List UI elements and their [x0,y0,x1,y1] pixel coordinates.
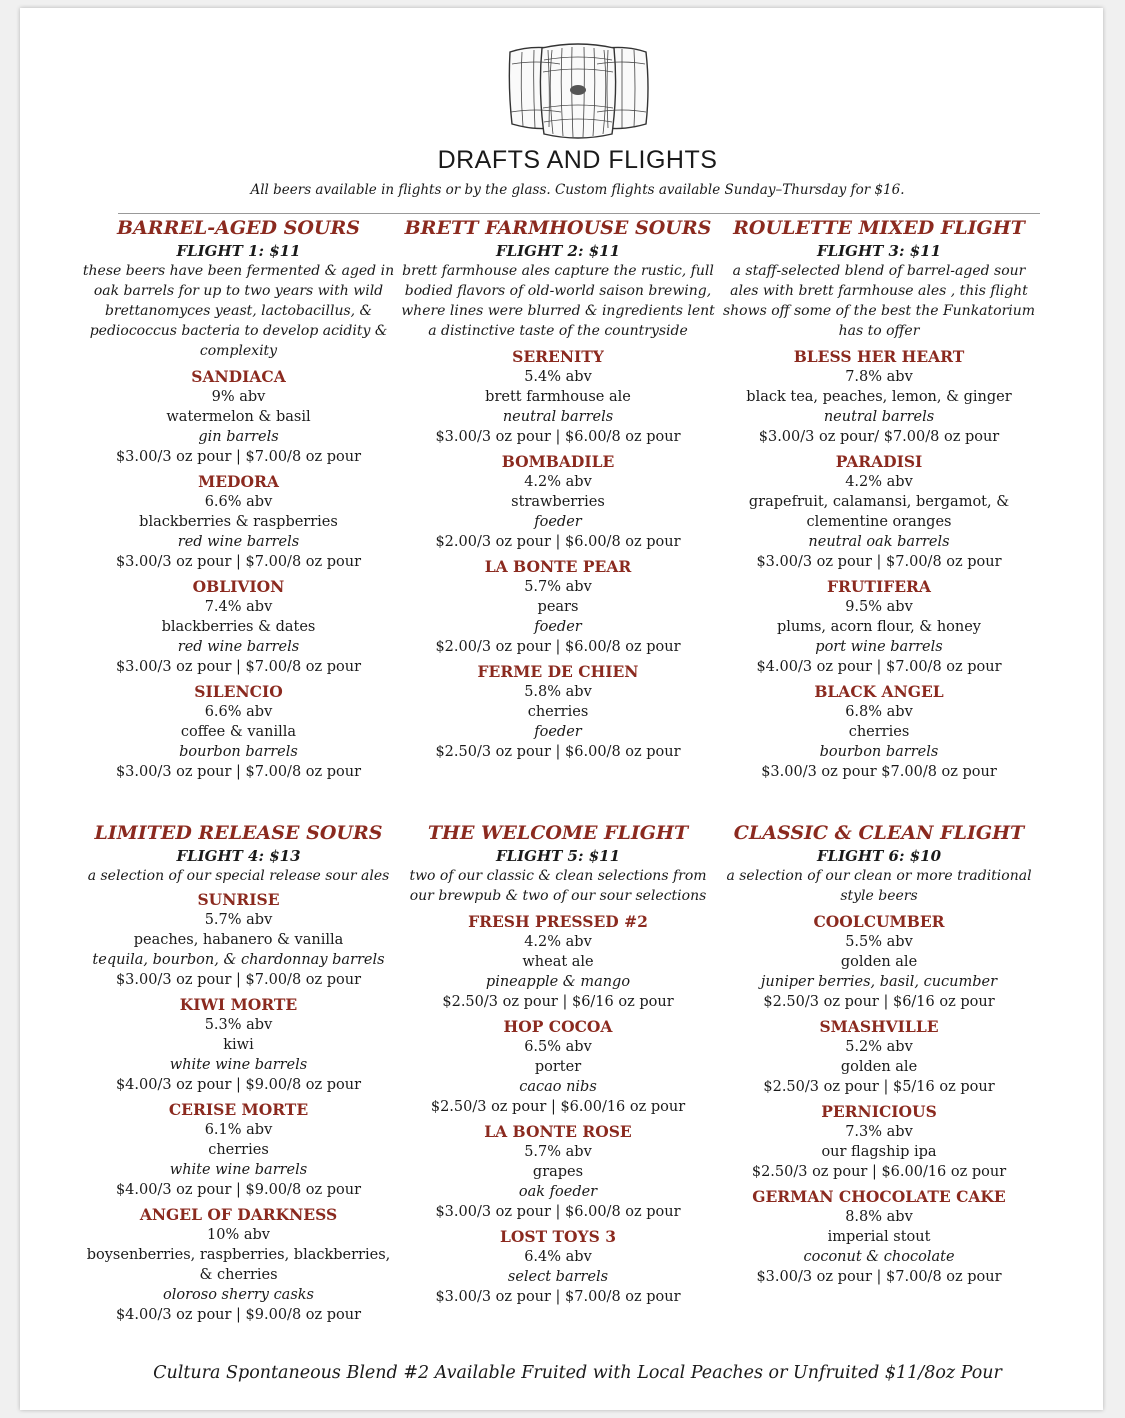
section-description: a selection of our special release sour ales [87,868,390,884]
beer-item [718,346,1040,447]
section-title: BARREL-AGED SOURS [116,217,360,239]
beer-flavor: cherries [208,1142,269,1158]
beer-name: SMASHVILLE [819,1017,939,1036]
beer-barrel: red wine barrels [177,639,300,655]
beer-name: SANDIACA [191,367,286,386]
beer-price: $2.50/3 oz pour | $6.00/16 oz pour [430,1099,686,1115]
beer-item [398,1016,718,1117]
beer-abv: 5.2% abv [845,1039,913,1055]
beer-price: $2.50/3 oz pour | $6/16 oz pour [763,994,995,1010]
beer-abv: 4.2% abv [524,474,592,490]
beer-abv: 5.7% abv [524,1144,592,1160]
beer-item [398,451,718,552]
beer-flavor: strawberries [511,494,605,510]
beer-item [718,1101,1040,1182]
beer-name: FRUTIFERA [827,577,931,596]
beer-abv: 5.4% abv [524,369,592,385]
flight-price: FLIGHT 4: $13 [176,847,301,865]
beer-price: $4.00/3 oz pour | $9.00/8 oz pour [115,1307,362,1323]
beer-flavor: cherries [527,704,589,720]
beer-price: $3.00/3 oz pour | $7.00/8 oz pour [435,1289,681,1305]
flight-price: FLIGHT 6: $10 [816,847,942,865]
beer-item [78,889,399,990]
beer-name: HOP COCOA [503,1017,613,1036]
beer-price: $3.00/3 oz pour/ $7.00/8 oz pour [758,429,1000,445]
beer-barrel: coconut & chocolate [803,1249,955,1265]
menu-section [78,820,399,1325]
menu-section [398,820,718,1307]
beer-flavor: golden ale [840,954,918,970]
beer-barrel: neutral barrels [502,409,614,425]
beer-flavor: coffee & vanilla [180,724,297,740]
flight-price: FLIGHT 3: $11 [816,242,942,260]
beer-abv: 6.1% abv [204,1122,273,1138]
beer-price: $3.00/3 oz pour | $7.00/8 oz pour [115,764,362,780]
beer-barrel: cacao nibs [519,1079,597,1095]
beer-barrel: port wine barrels [815,639,943,655]
beer-flavor: cherries [848,724,910,740]
beer-item [718,1016,1040,1097]
beer-barrel: gin barrels [198,429,279,445]
beer-item [78,471,399,572]
beer-item [398,661,718,762]
beer-name: FRESH PRESSED #2 [468,912,648,931]
beer-flavor: black tea, peaches, lemon, & ginger [746,389,1012,405]
menu-section [718,820,1040,1287]
beer-item [398,556,718,657]
beer-flavor: plums, acorn flour, & honey [776,619,982,635]
beer-name: FERME DE CHIEN [477,662,639,681]
beer-abv: 4.2% abv [524,934,592,950]
beer-name: GERMAN CHOCOLATE CAKE [752,1187,1006,1206]
beer-abv: 5.8% abv [524,684,592,700]
beer-barrel: neutral oak barrels [808,534,950,550]
beer-name: CERISE MORTE [168,1100,309,1119]
beer-name: BOMBADILE [501,452,615,471]
section-title: LIMITED RELEASE SOURS [94,822,383,844]
beer-barrel: bourbon barrels [179,744,298,760]
beer-price: $2.50/3 oz pour | $6/16 oz pour [442,994,674,1010]
beer-flavor: wheat ale [522,954,594,970]
beer-flavor: kiwi [223,1037,254,1053]
beer-name: COOLCUMBER [813,912,945,931]
beer-flavor: imperial stout [827,1229,931,1245]
section-title: CLASSIC & CLEAN FLIGHT [733,822,1025,844]
menu-section [718,215,1040,782]
beer-name: PARADISI [835,452,923,471]
beer-barrel: oloroso sherry casks [163,1287,314,1303]
beer-abv: 5.5% abv [845,934,913,950]
beer-item [718,576,1040,677]
beer-price: $4.00/3 oz pour | $9.00/8 oz pour [115,1182,362,1198]
beer-price: $4.00/3 oz pour | $7.00/8 oz pour [756,659,1002,675]
beer-item [718,1186,1040,1287]
beer-barrel: white wine barrels [169,1057,308,1073]
footer-note: Cultura Spontaneous Blend #2 Available Fruited with Local Peaches or Unfruited $11/8oz Pour [153,1363,1002,1383]
barrels-logo [500,38,656,140]
section-description: these beers have been fermented & aged in oak barrels for up to two years with wild brettanomyces yeast, lactobacillus, & pediococcus bacteria to develop acidity & complexity [82,263,395,359]
beer-price: $3.00/3 oz pour | $6.00/8 oz pour [435,429,681,445]
beer-abv: 6.6% abv [204,494,273,510]
menu-page [20,8,1103,1410]
beer-barrel: foeder [534,514,582,530]
beer-price: $3.00/3 oz pour | $7.00/8 oz pour [756,554,1002,570]
beer-abv: 5.3% abv [204,1017,273,1033]
beer-abv: 6.4% abv [524,1249,592,1265]
section-description: a staff-selected blend of barrel-aged sour ales with brett farmhouse ales , this flight shows off some of the best the Funkatorium has to offer [722,263,1036,339]
beer-flavor: blackberries & dates [161,619,316,635]
beer-abv: 8.8% abv [845,1209,913,1225]
beer-barrel: juniper berries, basil, cucumber [760,974,998,990]
page-title: DRAFTS AND FLIGHTS [437,146,718,174]
section-description: a selection of our clean or more traditional style beers [726,868,1032,904]
beer-item [718,681,1040,782]
beer-barrel: red wine barrels [177,534,300,550]
beer-name: LOST TOYS 3 [499,1227,616,1246]
beer-flavor: blackberries & raspberries [139,514,338,530]
beer-abv: 6.5% abv [524,1039,592,1055]
beer-flavor: pears [537,599,579,615]
beer-abv: 10% abv [207,1227,270,1243]
beer-flavor: watermelon & basil [166,409,311,425]
beer-item [398,1121,718,1222]
beer-price: $4.00/3 oz pour | $9.00/8 oz pour [115,1077,362,1093]
beer-price: $3.00/3 oz pour | $6.00/8 oz pour [435,1204,681,1220]
beer-price: $3.00/3 oz pour $7.00/8 oz pour [761,764,997,780]
beer-item [78,994,399,1095]
beer-name: LA BONTE ROSE [484,1122,632,1141]
beer-barrel: pineapple & mango [485,974,631,990]
beer-abv: 9.5% abv [845,599,913,615]
divider [118,213,1040,214]
beer-barrel: white wine barrels [169,1162,308,1178]
flight-price: FLIGHT 1: $11 [176,242,301,260]
beer-price: $3.00/3 oz pour | $7.00/8 oz pour [115,972,362,988]
beer-flavor: grapes [532,1164,584,1180]
beer-item [398,346,718,447]
beer-abv: 6.8% abv [845,704,913,720]
beer-name: BLACK ANGEL [814,682,944,701]
beer-barrel: neutral barrels [823,409,935,425]
beer-price: $2.00/3 oz pour | $6.00/8 oz pour [435,534,681,550]
beer-name: SERENITY [512,347,604,366]
beer-barrel: foeder [534,619,582,635]
beer-item [398,1226,718,1307]
flight-price: FLIGHT 2: $11 [495,242,621,260]
beer-price: $3.00/3 oz pour | $7.00/8 oz pour [115,449,362,465]
beer-flavor: boysenberries, raspberries, blackberries, & cherries [86,1247,391,1283]
beer-barrel: foeder [534,724,582,740]
beer-item [78,1204,399,1325]
beer-flavor: golden ale [840,1059,918,1075]
beer-name: OBLIVION [192,577,285,596]
section-description: two of our classic & clean selections from our brewpub & two of our sour selections [409,868,707,904]
beer-abv: 5.7% abv [204,912,273,928]
beer-item [78,576,399,677]
beer-abv: 4.2% abv [845,474,913,490]
beer-barrel: bourbon barrels [819,744,939,760]
beer-flavor: peaches, habanero & vanilla [133,932,344,948]
beer-flavor: our flagship ipa [821,1144,937,1160]
flight-price: FLIGHT 5: $11 [495,847,621,865]
beer-abv: 7.4% abv [204,599,273,615]
beer-item [398,911,718,1012]
beer-abv: 7.3% abv [845,1124,913,1140]
beer-price: $2.50/3 oz pour | $6.00/16 oz pour [751,1164,1007,1180]
beer-abv: 7.8% abv [845,369,913,385]
menu-section [398,215,718,762]
beer-price: $3.00/3 oz pour | $7.00/8 oz pour [115,659,362,675]
beer-name: KIWI MORTE [179,995,298,1014]
beer-name: ANGEL OF DARKNESS [139,1205,338,1224]
beer-item [78,366,399,467]
beer-name: SILENCIO [194,682,283,701]
beer-price: $2.50/3 oz pour | $6.00/8 oz pour [435,744,681,760]
beer-price: $3.00/3 oz pour | $7.00/8 oz pour [756,1269,1002,1285]
beer-name: PERNICIOUS [821,1102,937,1121]
beer-abv: 9% abv [211,389,266,405]
beer-name: LA BONTE PEAR [484,557,632,576]
section-title: THE WELCOME FLIGHT [427,822,689,844]
beer-item [718,451,1040,572]
beer-price: $2.50/3 oz pour | $5/16 oz pour [763,1079,995,1095]
beer-name: SUNRISE [197,890,280,909]
section-title: BRETT FARMHOUSE SOURS [404,217,712,239]
beer-item [718,911,1040,1012]
beer-name: MEDORA [198,472,279,491]
beer-abv: 6.6% abv [204,704,273,720]
beer-item [78,681,399,782]
beer-name: BLESS HER HEART [793,347,965,366]
beer-flavor: grapefruit, calamansi, bergamot, & clementine oranges [748,494,1010,530]
beer-flavor: brett farmhouse ale [485,389,631,405]
beer-price: $2.00/3 oz pour | $6.00/8 oz pour [435,639,681,655]
beer-price: $3.00/3 oz pour | $7.00/8 oz pour [115,554,362,570]
section-description: brett farmhouse ales capture the rustic, full bodied flavors of old-world saison brewing, where lines were blurred & ingredients lent a distinctive taste of the countryside [401,263,715,339]
menu-section [78,215,399,782]
section-title: ROULETTE MIXED FLIGHT [733,217,1025,239]
beer-barrel: select barrels [507,1269,609,1285]
beer-item [78,1099,399,1200]
beer-barrel: oak foeder [518,1184,598,1200]
beer-barrel: tequila, bourbon, & chardonnay barrels [92,952,385,968]
beer-abv: 5.7% abv [524,579,592,595]
page-subtitle: All beers available in flights or by the glass. Custom flights available Sunday–Thursday for $16. [250,182,905,198]
beer-flavor: porter [534,1059,582,1075]
